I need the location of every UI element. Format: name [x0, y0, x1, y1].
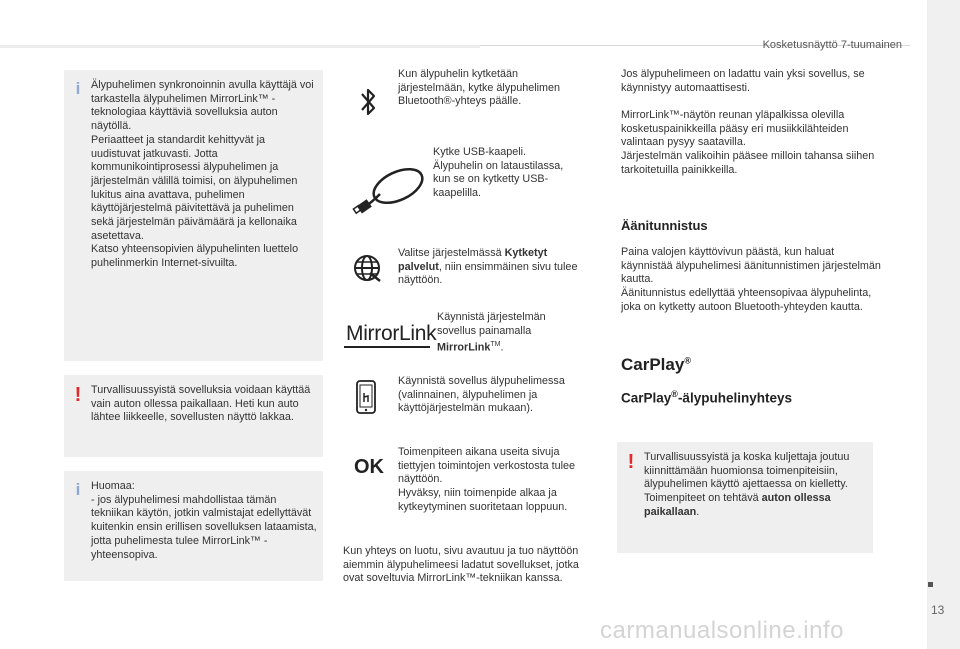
warning-note-apps-text: Turvallisuussyistä sovelluksia voidaan käyttää vain auton ollessa paikallaan. Heti kun auto lähtee liikkeelle, sovellusten näyttö lakkaa. — [91, 384, 311, 424]
info-icon: i — [75, 79, 81, 98]
step-launch-app-text: Käynnistä sovellus älypuhelimessa (valinnainen, älypuhelimen ja käyttöjärjestelmän mukaan). — [398, 375, 565, 415]
info-icon: i — [75, 480, 81, 499]
page-number: 13 — [931, 603, 945, 617]
section-title: Kosketusnäyttö 7-tuumainen — [762, 39, 902, 51]
single-app-text: Jos älypuhelimeen on ladattu vain yksi sovellus, se käynnistyy automaattisesti. — [621, 68, 865, 94]
warning-icon: ! — [627, 451, 635, 473]
step-usb-text: Kytke USB-kaapeli. Älypuhelin on lataustilassa, kun se on kytketty USB-kaapelilla. — [433, 146, 564, 200]
step-bluetooth-text: Kun älypuhelin kytketään järjestelmään, kytke älypuhelimen Bluetooth®-yhteys päälle. — [398, 68, 561, 108]
smartphone-app-icon — [355, 380, 377, 414]
info-note-notice — [64, 471, 323, 581]
info-note-sync — [64, 70, 323, 361]
heading-voice-recognition: Äänitunnistus — [621, 218, 708, 233]
heading-carplay: CarPlay® — [621, 355, 691, 374]
warning-icon: ! — [74, 384, 82, 406]
warning-note-apps — [64, 375, 323, 457]
step-accept-text: Toimenpiteen aikana useita sivuja tiettyjen toimintojen verkostosta tulee näyttöön. Hyväksy, niin toimenpide alkaa ja kytkeytyminen suoritetaan loppuun. — [398, 446, 576, 513]
usb-cable-icon — [352, 160, 432, 218]
step-services-text: Valitse järjestelmässä Kytketyt palvelut, niin ensimmäinen sivu tulee näyttöön. — [398, 247, 578, 287]
heading-carplay-connection: CarPlay®-älypuhelinyhteys — [621, 389, 792, 406]
header-rule-left — [0, 45, 480, 48]
mirrorlink-logo: MirrorLink — [346, 322, 436, 346]
warning-note-carplay-text: Turvallisuussyistä ja koska kuljettaja joutuu kiinnittämään huomionsa toimenpiteisiin, älypuhelimen käyttö ajettaessa on kielletty. Toimenpiteet on tehtävä auton ollessa paikallaan. — [644, 451, 850, 518]
step-mirrorlink-text: Käynnistä järjestelmän sovellus painamalla MirrorLink™. — [437, 311, 546, 354]
page-side-strip — [927, 0, 960, 649]
connection-summary-text: Kun yhteys on luotu, sivu avautuu ja tuo näyttöön aiemmin älypuhelimeesi ladatut sovellukset, jotka ovat soveltuvia MirrorLink™-tekniikan kanssa. — [343, 545, 579, 585]
page-marker-square — [928, 582, 933, 587]
info-note-notice-text: Huomaa: - jos älypuhelimesi mahdollistaa tämän tekniikan käytön, jotkin valmistajat edellyttävät kuitenkin ensin erillisen sovelluksen lataamista, jotta puhelimesta tulee MirrorLink™ -yhteensopiva. — [91, 480, 317, 561]
top-bar-buttons-text: MirrorLink™-näytön reunan yläpalkissa olevilla kosketuspainikkeilla pääsy eri musiikkilähteiden valintaan pysyy saatavilla. Järjestelmän valikoihin pääsee milloin tahansa siihen tarkoitetuilla painikkeilla. — [621, 109, 875, 176]
voice-recognition-text: Paina valojen käyttövivun päästä, kun haluat käynnistää älypuhelimesi äänitunnistimen järjestelmän kautta. Äänitunnistus edellyttää yhteensopivaa älypuhelinta, joka on kytketty autoon Bluetooth-yhteyden kautta. — [621, 246, 881, 313]
info-note-sync-text: Älypuhelimen synkronoinnin avulla käyttäjä voi tarkastella älypuhelimen MirrorLink™ -teknologiaa käyttäviä sovelluksia auton näytöllä. Periaatteet ja standardit kehittyvät ja uudistuvat jatkuvasti. Jotta kommunikointiprosessi älypuhelimen ja järjestelmän välillä toimisi, on älypuhelimen lukitus aina avattava, puhelimen käyttöjärjestelmä päivitettävä ja puhelimen sekä järjestelmän päivämäärä ja kellonaika asetettava. Katso yhteensopivien älypuhelinten luettelo puhelinmerkin Internet-sivuilta. — [91, 79, 314, 270]
bluetooth-icon — [356, 85, 380, 119]
ok-label: OK — [354, 456, 384, 478]
connected-services-icon — [352, 253, 382, 283]
watermark: carmanualsonline.info — [600, 617, 844, 644]
warning-note-carplay — [617, 442, 873, 553]
